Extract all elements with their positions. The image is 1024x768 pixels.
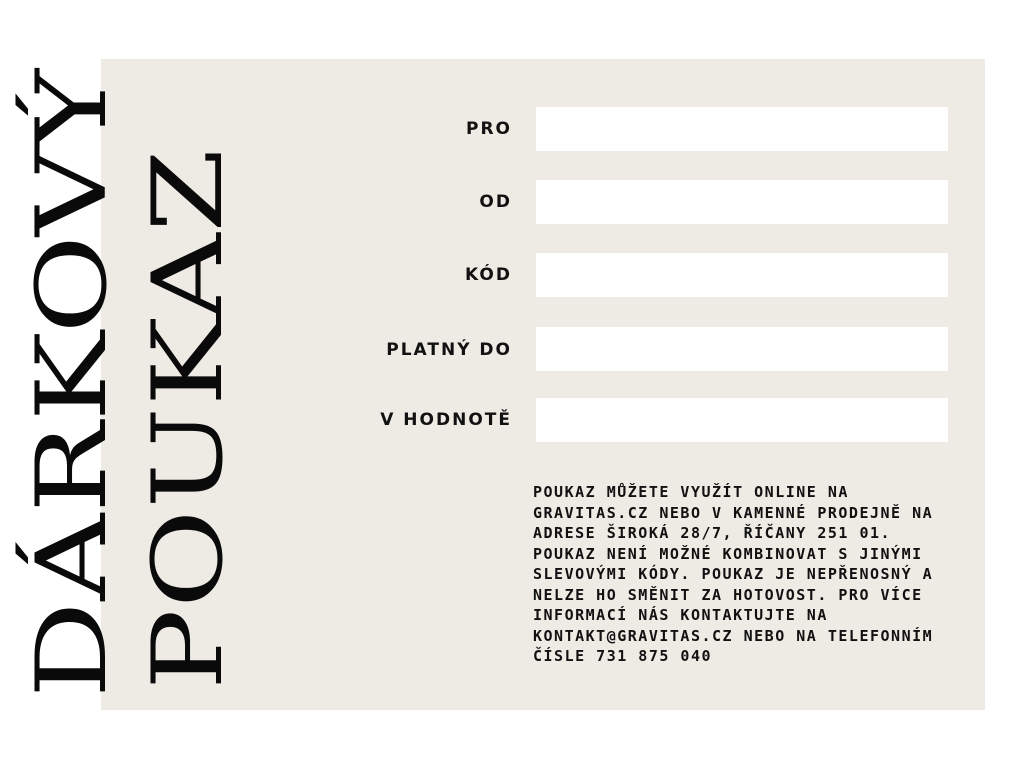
field-label-platny-do: PLATNÝ DO <box>386 340 512 360</box>
field-label-kod: KÓD <box>465 265 512 285</box>
field-label-v-hodnote: V HODNOTĚ <box>380 410 512 430</box>
field-box-v-hodnote[interactable] <box>536 398 948 442</box>
field-box-platny-do[interactable] <box>536 327 948 371</box>
field-label-od: OD <box>479 192 512 212</box>
title-line-2: POUKAZ <box>132 147 245 690</box>
field-box-pro[interactable] <box>536 107 948 151</box>
title-line-1: DÁRKOVÝ <box>16 67 129 699</box>
field-box-od[interactable] <box>536 180 948 224</box>
field-label-pro: PRO <box>465 119 512 139</box>
field-box-kod[interactable] <box>536 253 948 297</box>
voucher-terms-note: POUKAZ MŮŽETE VYUŽÍT ONLINE NA GRAVITAS.CZ NEBO V KAMENNÉ PRODEJNĚ NA ADRESE ŠIROKÁ 28/7, ŘÍČANY 251 01. POUKAZ NENÍ MOŽNÉ KOMBINOVAT S JINÝMI SLEVOVÝMI KÓDY. POUKAZ JE NEPŘENOSNÝ A NELZE HO SMĚNIT ZA HOTOVOST. PRO VÍCE INFORMACÍ NÁS KONTAKTUJTE NA KONTAKT@GRAVITAS.CZ NEBO NA TELEFONNÍM ČÍSLE 731 875 040 <box>533 483 934 665</box>
